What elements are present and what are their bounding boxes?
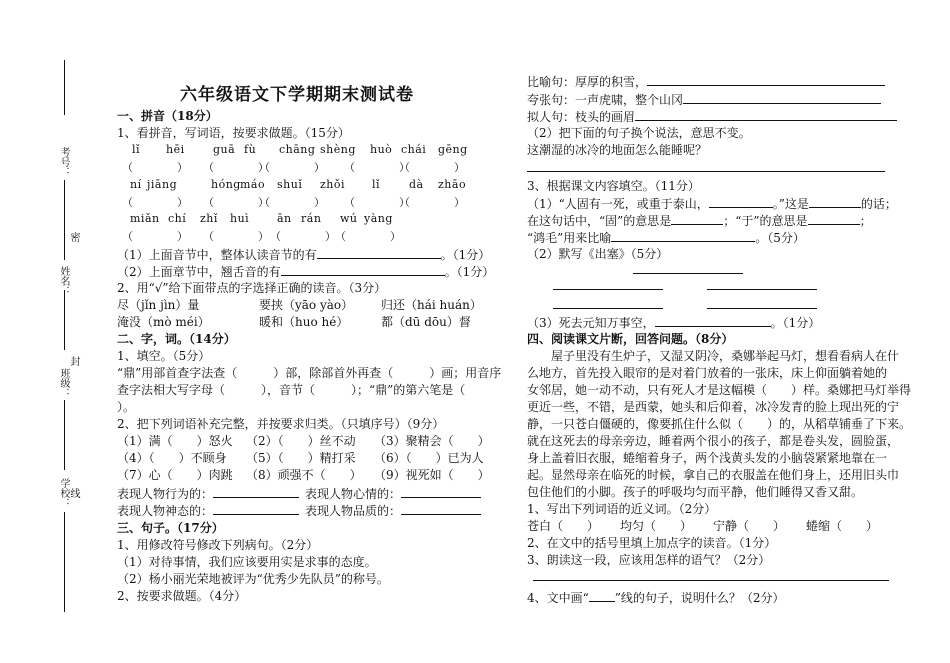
- fill-text: 。（5分）: [755, 231, 805, 245]
- poem-line[interactable]: [707, 308, 817, 309]
- question-text: 1、用修改符号修改下列病句。（2分）: [117, 538, 319, 552]
- answer-blank[interactable]: [671, 212, 723, 225]
- section-1-heading: 一、拼音（18分）: [117, 109, 218, 123]
- poem-title-line[interactable]: [633, 273, 743, 274]
- classify-label: 表现人物行为的：: [117, 487, 214, 501]
- sentence-item: （1）对待事情，我们应该要用实是求事的态度。: [117, 555, 377, 569]
- school-label: 学校：: [58, 478, 69, 508]
- fill-row: [527, 314, 820, 331]
- classify-row: [305, 502, 481, 519]
- poem-line[interactable]: [553, 308, 663, 309]
- question-text: 1、填空。（5分）: [117, 349, 211, 363]
- pinyin-syllable: máo: [240, 178, 266, 191]
- pinyin-syllable: zhǒi: [320, 178, 346, 191]
- idiom-item: （1）满（ ）怒火: [117, 434, 233, 448]
- pinyin-syllable: rán: [301, 212, 322, 225]
- pinyin-syllable: wú: [340, 212, 358, 225]
- pinyin-syllable: chái: [401, 143, 427, 156]
- pinyin-syllable: huò: [370, 143, 393, 156]
- pinyin-syllable: zhāo: [438, 178, 467, 191]
- answer-blank[interactable]: [647, 73, 885, 86]
- answer-blank[interactable]: [809, 195, 861, 208]
- sentence-item: （2）杨小丽光荣地被评为“优秀少先队员”的称号。: [117, 572, 389, 586]
- answer-bracket: （ ）: [399, 161, 465, 174]
- answer-bracket: （ ）: [259, 196, 325, 209]
- seal-char-mi: 密: [68, 232, 79, 242]
- answer-blank[interactable]: [281, 263, 445, 276]
- reading-choice: 要挟（yāo yào）: [259, 298, 354, 312]
- answer-blank[interactable]: [808, 212, 860, 225]
- passage-line: 就在这死去的母亲旁边，睡着两个很小的孩子，都是卷头发，圆脸蛋，: [527, 434, 900, 448]
- question-text: ”线的句子，说明什么？（2分）: [614, 591, 785, 605]
- reading-choice: 都（dū dōu）督: [381, 315, 471, 329]
- idiom-item: （2）（ ）丝不动: [246, 434, 356, 448]
- pinyin-syllable: hēi: [166, 143, 185, 156]
- classify-label: 表现人物神态的：: [117, 504, 214, 518]
- answer-bracket: （ ）: [259, 161, 325, 174]
- pinyin-syllable: chāng: [279, 143, 316, 156]
- classify-row: [117, 502, 299, 519]
- question-text: 2、按要求做题。（4分）: [117, 589, 247, 603]
- answer-blank[interactable]: [317, 246, 441, 259]
- question-text: （2）默写《出塞》（5分）: [527, 247, 669, 261]
- answer-bracket: （ ）: [203, 161, 269, 174]
- binding-line: [64, 290, 65, 350]
- rhetoric-row: [527, 108, 897, 125]
- answer-line[interactable]: [533, 580, 889, 581]
- classify-row: [305, 485, 481, 502]
- rhetoric-row: [527, 73, 885, 90]
- answer-blank[interactable]: [401, 502, 481, 515]
- score-text: 。（1分）: [444, 265, 495, 279]
- fill-text: 。”这是: [772, 197, 809, 211]
- synonym-item: 宁静（ ）: [713, 519, 786, 533]
- seal-char-feng: 封: [68, 356, 79, 366]
- pinyin-syllable: ān: [277, 212, 292, 225]
- passage-line: 静，一只苍白僵硬的，像要抓住什么似（ ）的，从稻草铺垂了下来。: [527, 417, 912, 431]
- score-text: 。（1分）: [440, 248, 491, 262]
- pinyin-syllable: hóng: [211, 178, 241, 191]
- question-text: 3、根据课文内容填空。（11分）: [527, 179, 700, 193]
- pinyin-syllable: miǎn: [130, 212, 160, 225]
- idiom-item: （9）视死如（ ）: [374, 468, 490, 482]
- subquestion-text: （2）上面章节中，翘舌音的有: [117, 265, 281, 279]
- question-text: 2、用“√”给下面带点的字选择正确的读音。（3分）: [117, 281, 387, 295]
- answer-blank[interactable]: [401, 485, 481, 498]
- answer-line[interactable]: [527, 171, 885, 172]
- rhetoric-row: [527, 91, 881, 108]
- page-title: 六年级语文下学期期末测试卷: [180, 85, 414, 105]
- answer-bracket: （ ）: [344, 161, 410, 174]
- synonym-item: 均匀（ ）: [620, 519, 693, 533]
- subquestion-text: （1）上面音节中，整体认读音节的有: [117, 248, 317, 262]
- classify-row: [117, 485, 299, 502]
- section-3-heading: 三、句子。（17分）: [117, 521, 224, 535]
- pinyin-syllable: shèng: [320, 143, 356, 156]
- synonym-item: 苍白（ ）: [527, 519, 600, 533]
- question-text: 3、朗读这一段，应该用怎样的语气？（2分）: [527, 553, 771, 567]
- question-text: 2、把下列词语补充完整，并按要求归类。（只填序号）（9分）: [117, 417, 445, 431]
- fill-text: “鸿毛”用来比喻: [527, 231, 612, 245]
- pinyin-syllable: shuǐ: [277, 178, 303, 191]
- question-row: [527, 589, 785, 606]
- answer-bracket: （ ）: [335, 230, 401, 243]
- fill-text: 的话；: [860, 197, 897, 211]
- reading-choice: 淹没（mò méi）: [117, 315, 210, 329]
- fill-text: ；“于”的意思是: [723, 214, 808, 228]
- passage-line: 包住他们的小脚。孩子的呼吸均匀而平静，他们睡得又香又甜。: [527, 485, 864, 499]
- answer-blank[interactable]: [709, 195, 773, 208]
- passage-line: 女邻居，她一动不动，只有死人才是这幅模（ ）样。桑娜把马灯举得: [527, 383, 912, 397]
- passage-line: 更近一些，不错，是西蒙，她头和后仰着，冰冷发青的脸上现出死的宁: [527, 400, 900, 414]
- pinyin-syllable: lǐ: [132, 143, 141, 156]
- sentence-item: 这潮湿的冰冷的地面怎么能睡呢？: [527, 143, 708, 157]
- question-text: 4、文中画“: [527, 591, 589, 605]
- rhetoric-label: 夸张句：一声虎啸，整个山冈: [527, 93, 684, 107]
- classify-label: 表现人物心情的：: [305, 487, 402, 501]
- idiom-item: （4）（ ）不顾身: [117, 451, 227, 465]
- reading-choice: 归还（hái huán）: [381, 298, 482, 312]
- answer-bracket: （ ）: [122, 196, 188, 209]
- rhetoric-label: 拟人句：枝头的画眉: [527, 110, 636, 124]
- fill-row: [527, 212, 872, 229]
- poem-line[interactable]: [707, 289, 817, 290]
- fill-text: ；: [859, 214, 872, 228]
- passage-line: 么地方，首先投入眼帘的是对着门放着的一张床，床上仰面躺着她的: [527, 366, 888, 380]
- idiom-item: （7）心（ ）肉跳: [117, 468, 233, 482]
- fill-text: 。（1分）: [770, 316, 821, 330]
- pinyin-syllable: huì: [230, 212, 250, 225]
- passage-line: 起。显然母亲在临死的时候，拿自己的衣服盖在他们身上，还用旧头巾: [527, 468, 900, 482]
- fill-line: ）。: [117, 400, 136, 414]
- answer-blank[interactable]: [635, 108, 897, 121]
- passage-line: 身上盖着旧衣服，蜷缩着身子，两个浅黄头发的小脑袋紧紧地靠在一: [527, 451, 888, 465]
- pinyin-syllable: dà: [409, 178, 424, 191]
- fill-row: [527, 229, 805, 246]
- fill-row: [527, 195, 897, 212]
- question-text: 1、写出下列词语的近义词。（2分）: [527, 502, 717, 516]
- question-text: （2）把下面的句子换个说法，意思不变。: [527, 126, 751, 140]
- answer-bracket: （ ）: [122, 161, 188, 174]
- fill-text: （3）死去元知万事空，: [527, 316, 655, 330]
- pinyin-syllable: fù: [244, 143, 257, 156]
- pinyin-syllable: chí: [168, 212, 187, 225]
- section-2-heading: 二、字，词。（14分）: [117, 332, 236, 346]
- classify-label: 表现人物品质的：: [305, 504, 402, 518]
- pinyin-syllable: yàng: [364, 212, 393, 225]
- subquestion-row: [117, 263, 494, 280]
- binding-line: [64, 60, 65, 115]
- reading-choice: 尽（jǐn jìn）量: [117, 298, 200, 312]
- idiom-item: （8）顽强不（ ）: [246, 468, 362, 482]
- fill-text: 在这句话中，“固”的意思是: [527, 214, 672, 228]
- answer-bracket: （ ）: [203, 196, 269, 209]
- underline-sample: [589, 589, 615, 602]
- synonym-item: 蜷缩（ ）: [806, 519, 879, 533]
- pinyin-syllable: zhǐ: [200, 212, 218, 225]
- pinyin-syllable: guā: [213, 143, 236, 156]
- pinyin-syllable: jiāng: [147, 178, 178, 191]
- pinyin-syllable: lǐ: [372, 178, 381, 191]
- fill-line: “鼎”用部首查字法查（ ）部，除部首外再查（ ）画；用音序: [117, 366, 502, 380]
- passage-line: 屋子里没有生炉子，又湿又阴冷，桑娜举起马灯，想看看病人在什: [527, 349, 900, 363]
- idiom-item: （3）聚精会（ ）: [374, 434, 490, 448]
- seal-char-xian: 线: [68, 488, 79, 498]
- question-text: 2、在文中的括号里填上加点字的读音。（1分）: [527, 536, 777, 550]
- pinyin-syllable: ní: [130, 178, 142, 191]
- rhetoric-label: 比喻句：厚厚的积雪，: [527, 75, 648, 89]
- subquestion-row: [117, 246, 490, 263]
- fill-line: 查字法相大写字母（ ），音节（ ）；“鼎”的第六笔是（: [117, 383, 466, 397]
- answer-bracket: （ ）: [399, 196, 465, 209]
- fill-text: （1）“人固有一死，或重于泰山，: [527, 197, 709, 211]
- binding-line: [64, 512, 65, 612]
- idiom-item: （5）（ ）精打采: [246, 451, 356, 465]
- pinyin-syllable: gēng: [438, 143, 468, 156]
- reading-choice: 暖和（huo hé）: [259, 315, 349, 329]
- answer-blank[interactable]: [611, 229, 755, 242]
- answer-blank[interactable]: [655, 314, 771, 327]
- answer-bracket: （ ）: [203, 230, 269, 243]
- name-label: 姓名：: [58, 266, 69, 296]
- answer-blank[interactable]: [683, 91, 881, 104]
- answer-blank[interactable]: [213, 485, 299, 498]
- question-text: 1、看拼音，写词语，按要求做题。（15分）: [117, 126, 350, 140]
- answer-bracket: （ ）: [270, 230, 336, 243]
- idiom-item: （6）（ ）已为人: [374, 451, 484, 465]
- binding-line: [64, 400, 65, 470]
- answer-bracket: （ ）: [344, 196, 410, 209]
- class-label: 班级：: [58, 368, 69, 398]
- poem-line[interactable]: [553, 289, 663, 290]
- section-4-heading: 四、阅读课文片断，回答问题。（8分）: [527, 332, 734, 346]
- answer-blank[interactable]: [213, 502, 299, 515]
- answer-bracket: （ ）: [122, 230, 188, 243]
- binding-line: [64, 180, 65, 260]
- exam-no-label: 考号：: [58, 147, 69, 177]
